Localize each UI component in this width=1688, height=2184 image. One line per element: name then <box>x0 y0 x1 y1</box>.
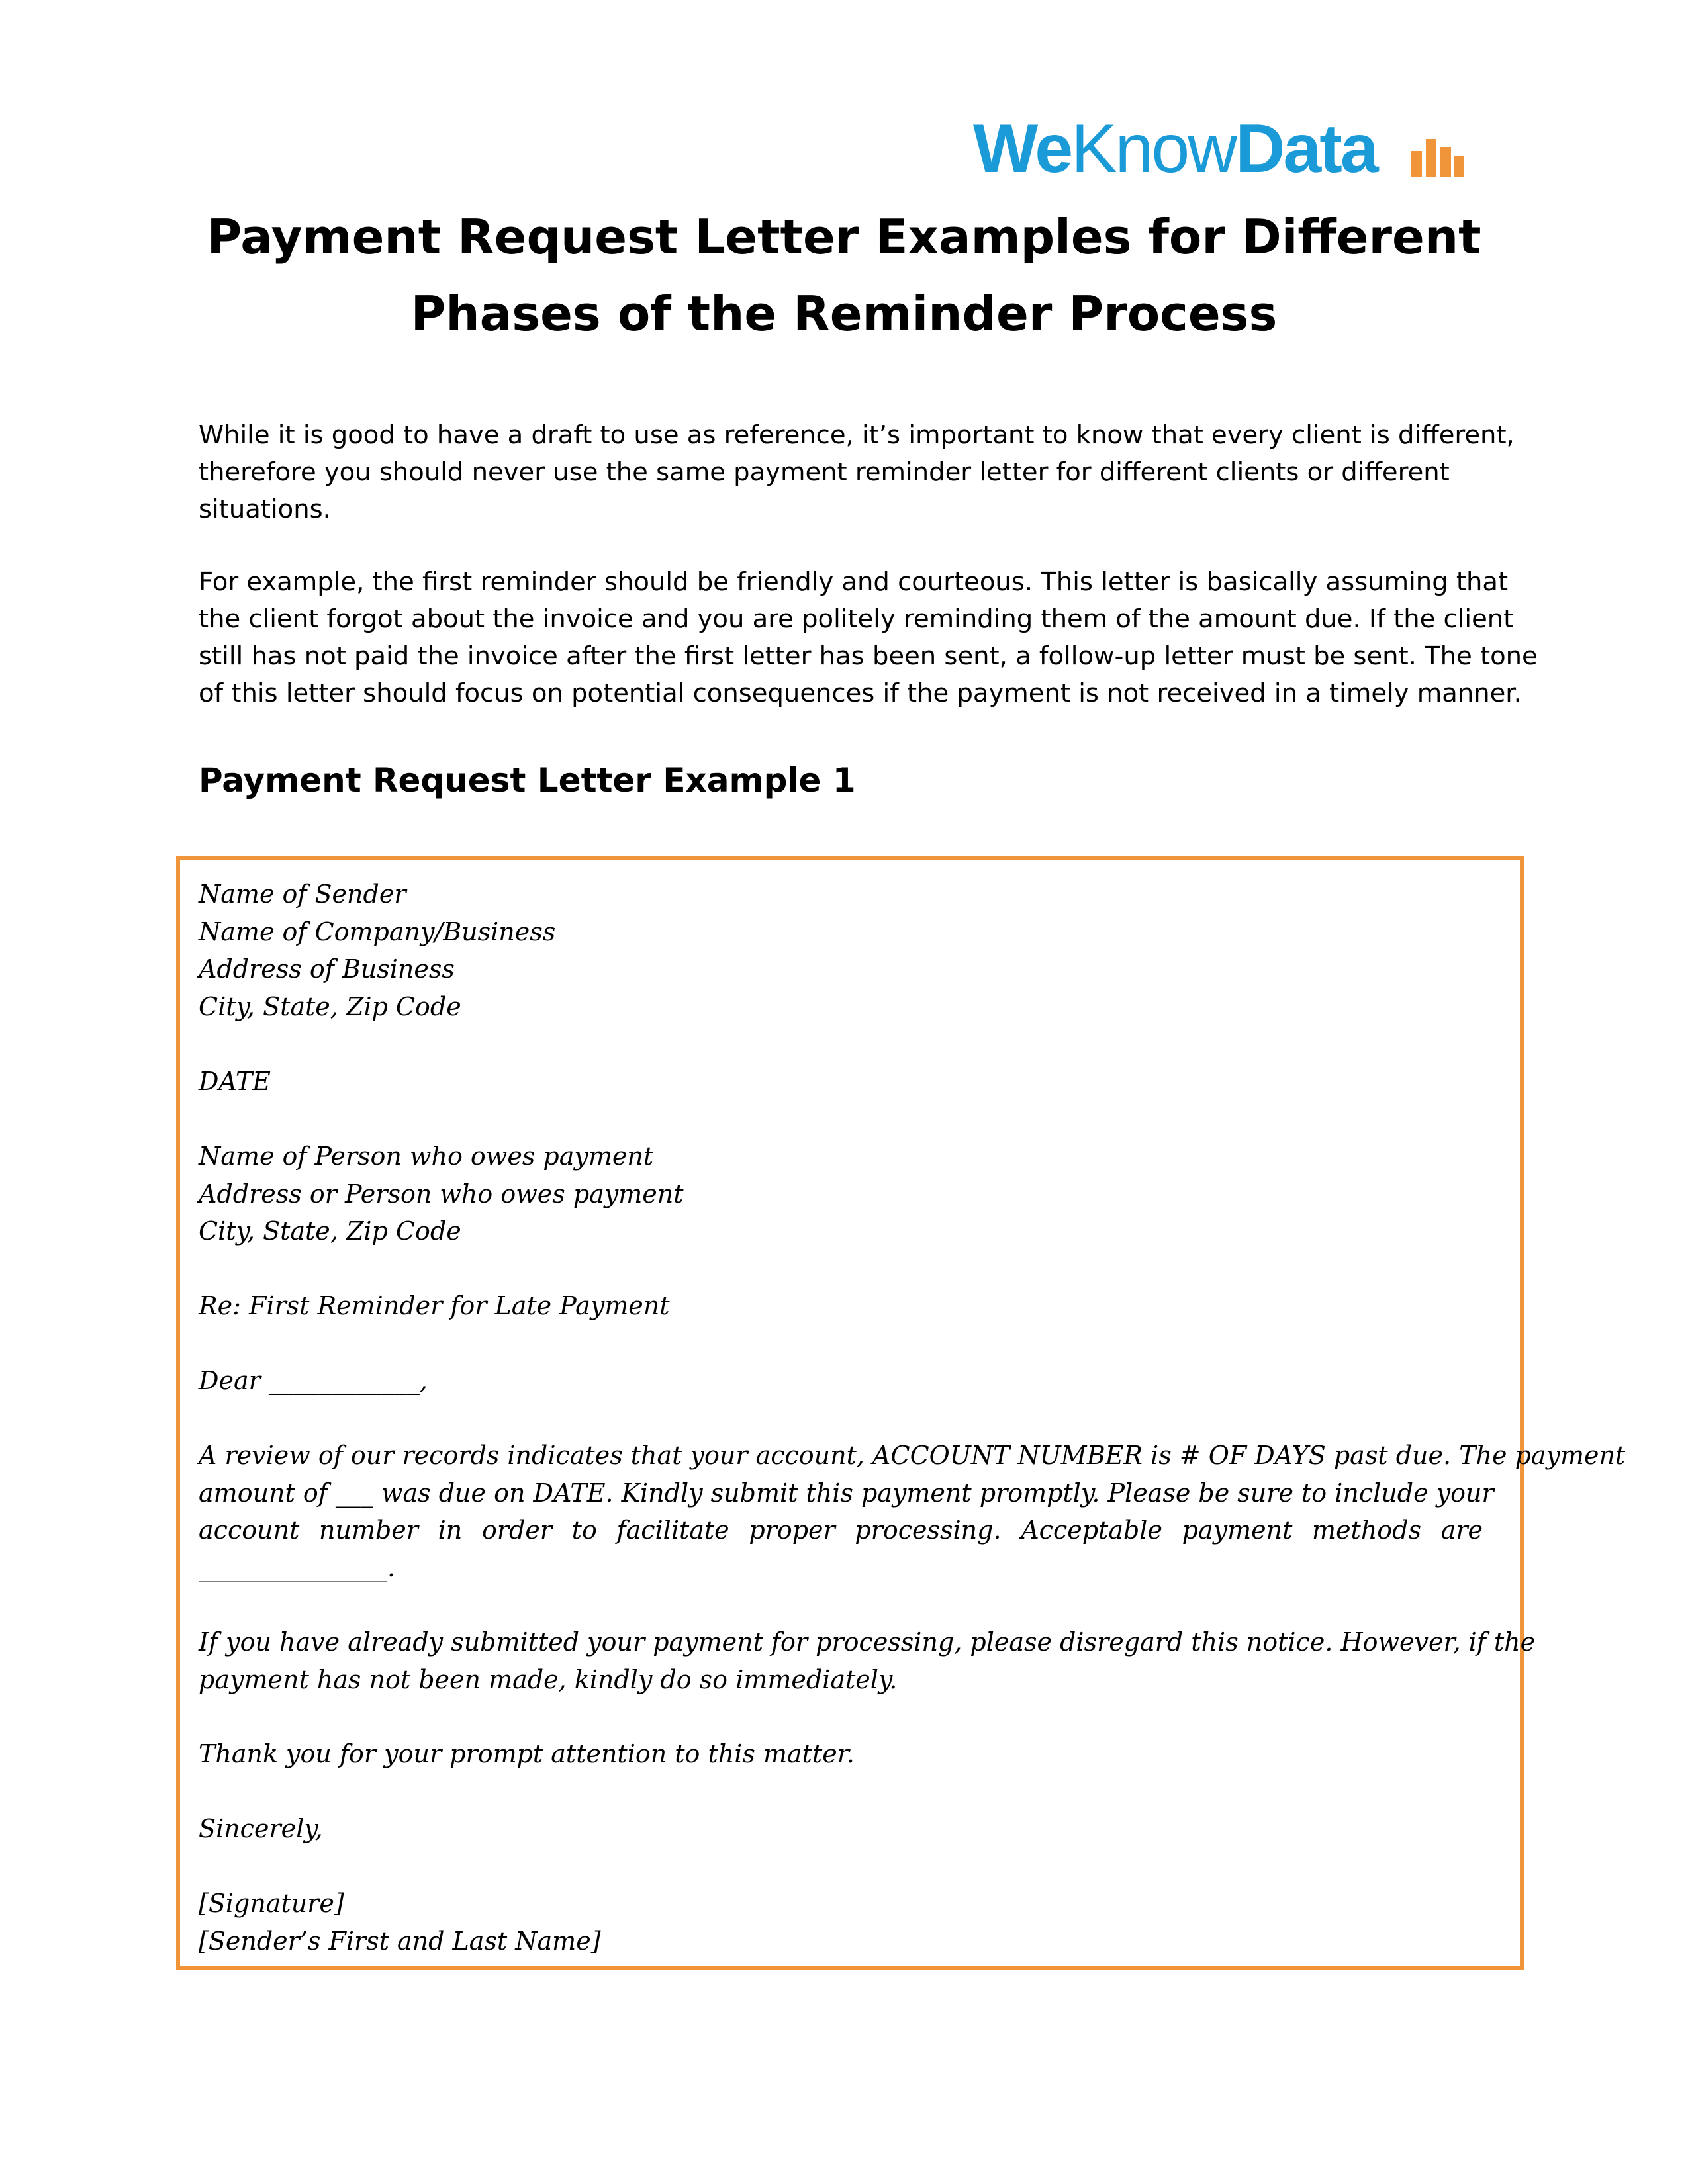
logo-wordmark <box>973 113 1377 185</box>
text-line: situations. <box>199 494 331 524</box>
text-line: the client forgot about the invoice and you are politely reminding them of the amount due. If the client <box>199 604 1514 634</box>
signature-block <box>199 1885 601 1960</box>
sender-company: Name of Company/Business <box>199 917 556 946</box>
text-line: therefore you should never use the same payment reminder letter for different clients or different <box>199 457 1450 487</box>
example-heading: Payment Request Letter Example 1 <box>199 761 856 799</box>
intro-paragraph-2 <box>199 564 1538 712</box>
text-line: A review of our records indicates that your account, ACCOUNT NUMBER is # OF DAYS past due. The payment <box>199 1441 1626 1470</box>
signature-placeholder: [Signature] <box>199 1889 344 1918</box>
sender-address: Address of Business <box>199 954 455 983</box>
intro-paragraph-1 <box>199 417 1515 528</box>
bar-chart-icon <box>1411 134 1464 177</box>
logo-know: Know <box>1071 111 1236 187</box>
letter-subject: Re: First Reminder for Late Payment <box>199 1291 670 1320</box>
page-title <box>0 199 1688 352</box>
sender-city: City, State, Zip Code <box>199 991 461 1021</box>
letter-body-2 <box>199 1623 1536 1698</box>
text-line: payment has not been made, kindly do so immediately. <box>199 1664 898 1694</box>
text-line: account number in order to facilitate proper processing. Acceptable payment methods are <box>199 1516 1483 1545</box>
text-line: If you have already submitted your payment for processing, please disregard this notice. However, if the <box>199 1627 1536 1657</box>
logo-we: We <box>973 111 1072 187</box>
logo-data: Data <box>1235 111 1377 187</box>
title-line-1: Payment Request Letter Examples for Different <box>207 209 1481 265</box>
recipient-address: Address or Person who owes payment <box>199 1179 684 1208</box>
text-line: For example, the first reminder should be friendly and courteous. This letter is basically assuming that <box>199 567 1509 597</box>
text-line: of this letter should focus on potential consequences if the payment is not received in a timely manner. <box>199 678 1522 708</box>
sender-full-name: [Sender’s First and Last Name] <box>199 1926 601 1956</box>
letter-date: DATE <box>199 1067 271 1096</box>
text-line: still has not paid the invoice after the first letter has been sent, a follow-up letter must be sent. The tone <box>199 641 1538 671</box>
text-line: amount of ___ was due on DATE. Kindly submit this payment promptly. Please be sure to include your <box>199 1478 1494 1508</box>
letter-body-1 <box>199 1437 1626 1586</box>
text-line: _______________. <box>199 1553 396 1582</box>
recipient-name: Name of Person who owes payment <box>199 1142 654 1171</box>
sender-block <box>199 876 555 1025</box>
recipient-block <box>199 1138 684 1250</box>
recipient-city: City, State, Zip Code <box>199 1216 461 1246</box>
letter-thanks: Thank you for your prompt attention to this matter. <box>199 1739 855 1768</box>
letter-salutation: Dear ____________, <box>199 1366 428 1395</box>
weknowdata-logo <box>973 113 1476 185</box>
title-line-2: Phases of the Reminder Process <box>410 286 1278 341</box>
sender-name: Name of Sender <box>199 880 406 909</box>
text-line: While it is good to have a draft to use as reference, it’s important to know that every client is different, <box>199 420 1515 450</box>
letter-closing: Sincerely, <box>199 1814 323 1843</box>
